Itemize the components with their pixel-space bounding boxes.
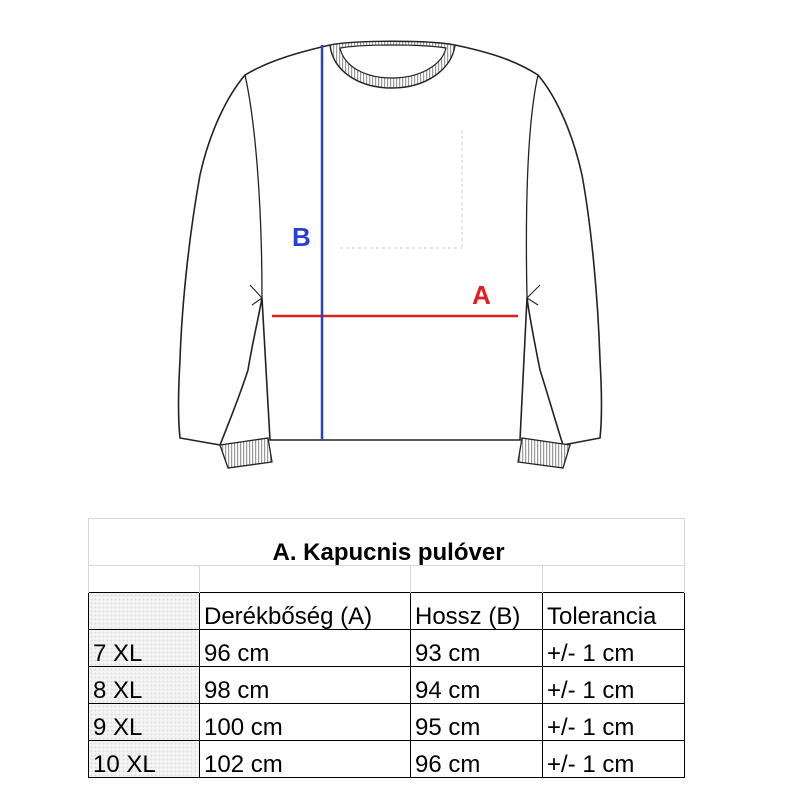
cell-size: 7 XL xyxy=(89,630,200,667)
table-row xyxy=(89,667,685,704)
cell-tolerance: +/- 1 cm xyxy=(543,630,685,667)
table-empty-row xyxy=(89,566,685,593)
cell-size: 9 XL xyxy=(89,704,200,741)
cell-tolerance: +/- 1 cm xyxy=(543,741,685,778)
sweater-body-outline xyxy=(179,45,602,445)
header-cell-waist: Derékbőség (A) xyxy=(200,593,411,630)
table-row xyxy=(89,741,685,778)
cell-waist: 98 cm xyxy=(200,667,411,704)
cell-length: 95 cm xyxy=(411,704,543,741)
label-b: B xyxy=(292,222,311,252)
cell-waist: 96 cm xyxy=(200,630,411,667)
cell-length: 93 cm xyxy=(411,630,543,667)
table-header-row xyxy=(89,593,685,630)
header-cell-tolerance: Tolerancia xyxy=(543,593,685,630)
table-title: A. Kapucnis pulóver xyxy=(89,519,685,566)
table-title-row xyxy=(89,519,685,566)
header-cell-length: Hossz (B) xyxy=(411,593,543,630)
size-table-container xyxy=(88,518,684,778)
table-row xyxy=(89,630,685,667)
label-a: A xyxy=(472,280,491,310)
cell-tolerance: +/- 1 cm xyxy=(543,667,685,704)
cell-tolerance: +/- 1 cm xyxy=(543,704,685,741)
header-cell-size xyxy=(89,593,200,630)
cell-waist: 100 cm xyxy=(200,704,411,741)
left-cuff-rib xyxy=(220,438,272,468)
cell-size: 10 XL xyxy=(89,741,200,778)
cell-size: 8 XL xyxy=(89,667,200,704)
size-table xyxy=(88,518,685,778)
table-row xyxy=(89,704,685,741)
cell-waist: 102 cm xyxy=(200,741,411,778)
cell-length: 96 cm xyxy=(411,741,543,778)
cell-length: 94 cm xyxy=(411,667,543,704)
